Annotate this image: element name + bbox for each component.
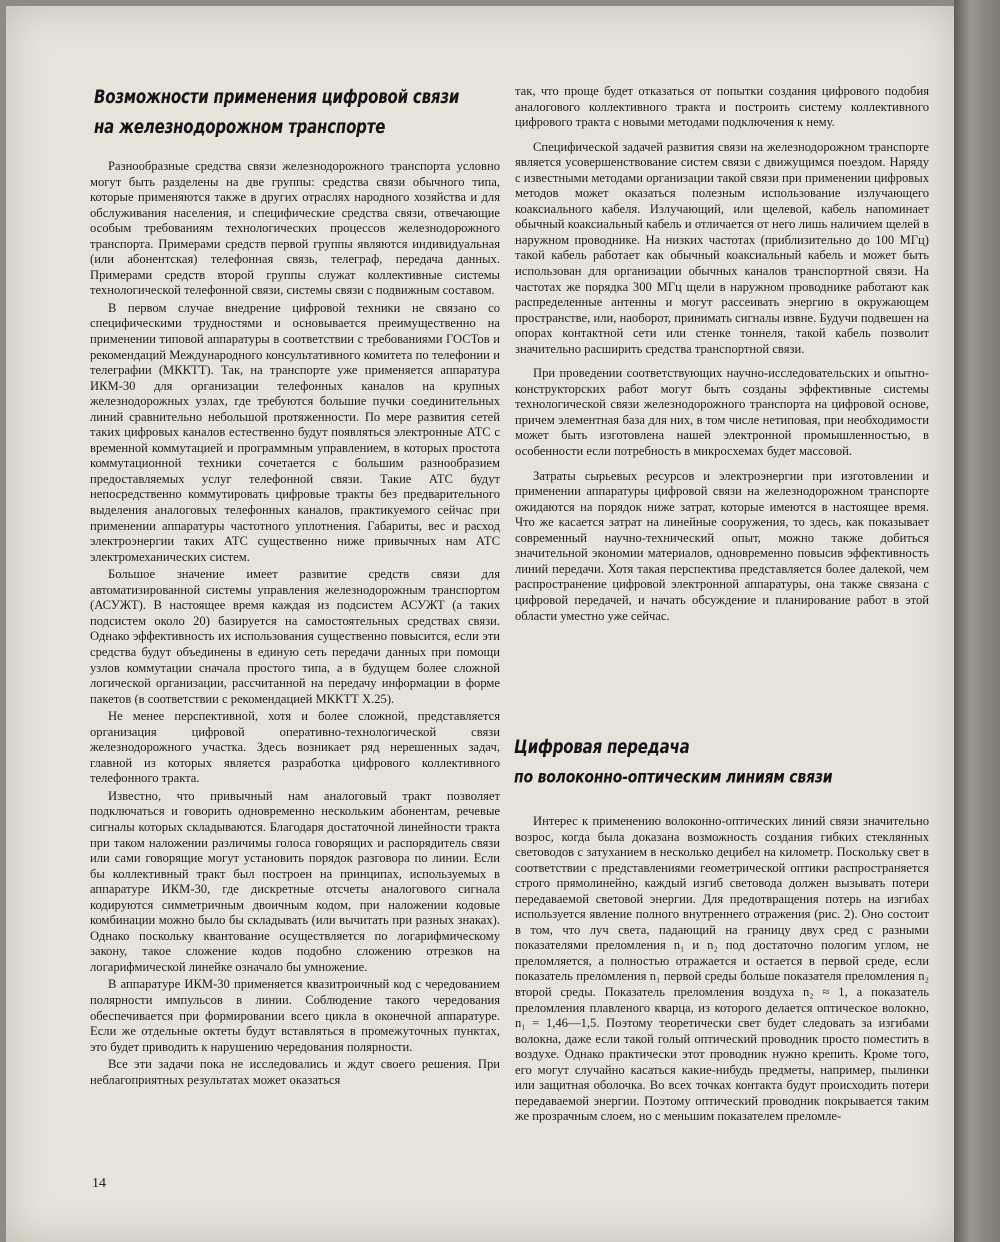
- article2-title-line2: по волоконно-оптическим линиям связи: [514, 768, 833, 788]
- paragraph: В аппаратуре ИКМ-30 применяется квазитроичный код с чередованием полярности импульсов в линии. Соблюдение такого чередования обеспечивается при формировании всего цикла в оконечной аппаратуре. Если же отдельные октеты будут вставляться в промежуточных пунктах, это будет приводить к нарушению чередования полярности.: [90, 977, 500, 1054]
- article1-left-column: [90, 159, 500, 1088]
- article1-right-column: [515, 84, 929, 624]
- paragraph: Все эти задачи пока не исследовались и ждут своего решения. При неблагоприятных результатах может оказаться: [90, 1057, 500, 1087]
- article1-title-line1: Возможности применения цифровой связи: [94, 86, 460, 108]
- page-edge-shadow: [954, 0, 1000, 1242]
- page-number: 14: [92, 1176, 106, 1191]
- article2-column: [515, 814, 929, 1125]
- paragraph: Большое значение имеет развитие средств связи для автоматизированной системы управления железнодорожным транспортом (АСУЖТ). В настоящее время каждая из подсистем АСУЖТ (а таких подсистем около 20) базируется на самостоятельных средствах связи. Однако эффективность их использования существенно повысится, если эти средства будут объединены в единую сеть передачи данных при помощи узлов коммутации сначала простого типа, а в будущем более сложной логической организации, рассчитанной на передачу информации в форме пакетов (в соответствии с рекомендацией МККТТ Х.25).: [90, 567, 500, 706]
- paragraph: Не менее перспективной, хотя и более сложной, представляется организация цифровой оперативно-технологической связи железнодорожного участка. Здесь возникает ряд нерешенных задач, главной из которых является разработка цифрового коллективного телефонного тракта.: [90, 709, 500, 786]
- paragraph: Специфической задачей развития связи на железнодорожном транспорте является усовершенствование систем связи с движущимся поездом. Наряду с известными методами организации такой связи при применении цифровых методов может оказаться полезным использование излучающего коаксиального кабеля. Излучающий, или щелевой, кабель напоминает обычный коаксиальный кабель и отличается от него лишь наличием щелей в наружном проводнике. На низких частотах (приблизительно до 100 МГц) такой кабель работает как обычный коаксиальный кабель и может быть использован для организации обычных каналов транспортной связи. На частотах же порядка 300 МГц щели в наружном проводнике работают как распределенные антенны и могут рассеивать энергию в окружающем пространстве, или, наоборот, принимать сигналы извне. Будучи подвешен на опорах контактной сети или стенке тоннеля, такой кабель позволит значительно расширить средства транспортной связи.: [515, 139, 929, 356]
- paragraph: так, что проще будет отказаться от попытки создания цифрового подобия аналогового коллективного тракта и построить систему коллективного цифрового тракта с новыми методами подключения к нему.: [515, 84, 929, 130]
- magazine-page: [6, 6, 954, 1242]
- article2-title-line1: Цифровая передача: [514, 736, 690, 758]
- paragraph: В первом случае внедрение цифровой техники не связано со специфическими трудностями и основывается преимущественно на применении типовой аппаратуры в соответствии с требованиями ГОСТов и рекомендаций Международного консультативного комитета по телефонии и телеграфии (МККТТ). Так, на транспорте уже применяется аппаратура ИКМ-30 для организации телефонных каналов на крупных железнодорожных узлах, где требуются большие пучки соединительных линий сравнительно небольшой протяженности. По мере развития сетей таких цифровых каналов естественно будут появляться электронные АТС с временной коммутацией и программным управлением, в которых простота коммутационной техники сочетается с большим разнообразием предоставляемых услуг телефонной связи. Такие АТС будут непосредственно коммутировать цифровые тракты без предварительного выделения аналоговых телефонных каналов, практикуемого сейчас при применении аппаратуры частотного уплотнения. Габариты, вес и расход электроэнергии таких АТС существенно ниже привычных нам АТС электромеханических систем.: [90, 300, 500, 564]
- paragraph: При проведении соответствующих научно-исследовательских и опытно-конструкторских работ могут быть созданы эффективные системы технологической связи железнодорожного транспорта на цифровой основе, причем элементная база для них, в том числе нетиповая, при необходимости может быть изготовлена нашей электронной промышленностью, в особенности если потребность в микросхемах будет массовой.: [515, 366, 929, 459]
- article1-title-line2: на железнодорожном транспорте: [94, 116, 386, 138]
- paragraph: Затраты сырьевых ресурсов и электроэнергии при изготовлении и применении аппаратуры цифровой связи на железнодорожном транспорте ожидаются на порядок ниже затрат, которые имеются в настоящее время. Что же касается затрат на линейные сооружения, то здесь, как показывает современный научно-технический опыт, можно также добиться значительной экономии материалов, одновременно повысив эффективность линий передачи. Хотя такая перспектива представляется более далекой, чем распространение цифровой электронной аппаратуры, она также связана с цифровой передачей, и начать обсуждение и планирование работ в этой области уместно уже сейчас.: [515, 468, 929, 623]
- paragraph: Интерес к применению волоконно-оптических линий связи значительно возрос, когда была доказана возможность создания гибких стеклянных световодов с затуханием в несколько децибел на километр. Поскольку свет в соответствии с представлениями геометрической оптики распространяется строго прямолинейно, каждый изгиб световода должен вызывать потери передаваемой световой энергии. Для предотвращения потерь на изгибах используется явление полного внутреннего отражения (рис. 2). Оно состоит в том, что луч света, падающий на границу двух сред с разными показателями преломления n₁ и n₂ под достаточно пологим углом, не преломляется, а полностью отражается и остается в первой среде, если показатель преломления n₁ первой среды больше показателя преломления n₂ второй среды. Показатель преломления воздуха n₂ ≈ 1, а показатель преломления плавленого кварца, из которого делается оптическое волокно, n₁ = 1,46—1,5. Поэтому теоретически свет будет следовать за изгибами волокна, даже если такой голый оптический проводник просто поместить в воздухе. Однако практически этот проводник нужно крепить. Кроме того, его могут случайно касаться какие-нибудь предметы, например, пылинки или защитная оболочка. Во всех точках контакта будут происходить потери передаваемой энергии. Поэтому оптический проводник покрывается таким же прозрачным слоем, но с меньшим показателем преломле-: [515, 814, 929, 1124]
- paragraph: Известно, что привычный нам аналоговый тракт позволяет подключаться и говорить одновременно нескольким абонентам, речевые сигналы которых складываются. Благодаря достаточной линейности тракта при таком наложении различимы голоса говорящих и распорядитель связи или сами говорящие могут установить порядок разговора по линии. Если бы коллективный тракт был построен на принципах, используемых в аппаратуре ИКМ-30, где дискретные отсчеты аналогового сигнала кодируются симметричным двоичным кодом, при наложении кодовые комбинации можно было бы складывать (или вычитать при разных знаках). Однако поскольку квантование осуществляется по логарифмическому закону, такое сложение кодов подобно сложению отрезков на логарифмической линейке означало бы умножение.: [90, 788, 500, 974]
- paragraph: Разнообразные средства связи железнодорожного транспорта условно могут быть разделены на две группы: средства связи обычного типа, которые применяются также в других отраслях народного хозяйства и для обслуживания населения, и специфические средства связи, отвечающие особым требованиям технологических процессов железнодорожного транспорта. Примерами средств первой группы являются индивидуальная (или абонентская) телефонная связь, телеграф, передача данных. Примерами средств второй группы служат коллективные системы технологической телефонной связи, системы связи с подвижным составом.: [90, 159, 500, 298]
